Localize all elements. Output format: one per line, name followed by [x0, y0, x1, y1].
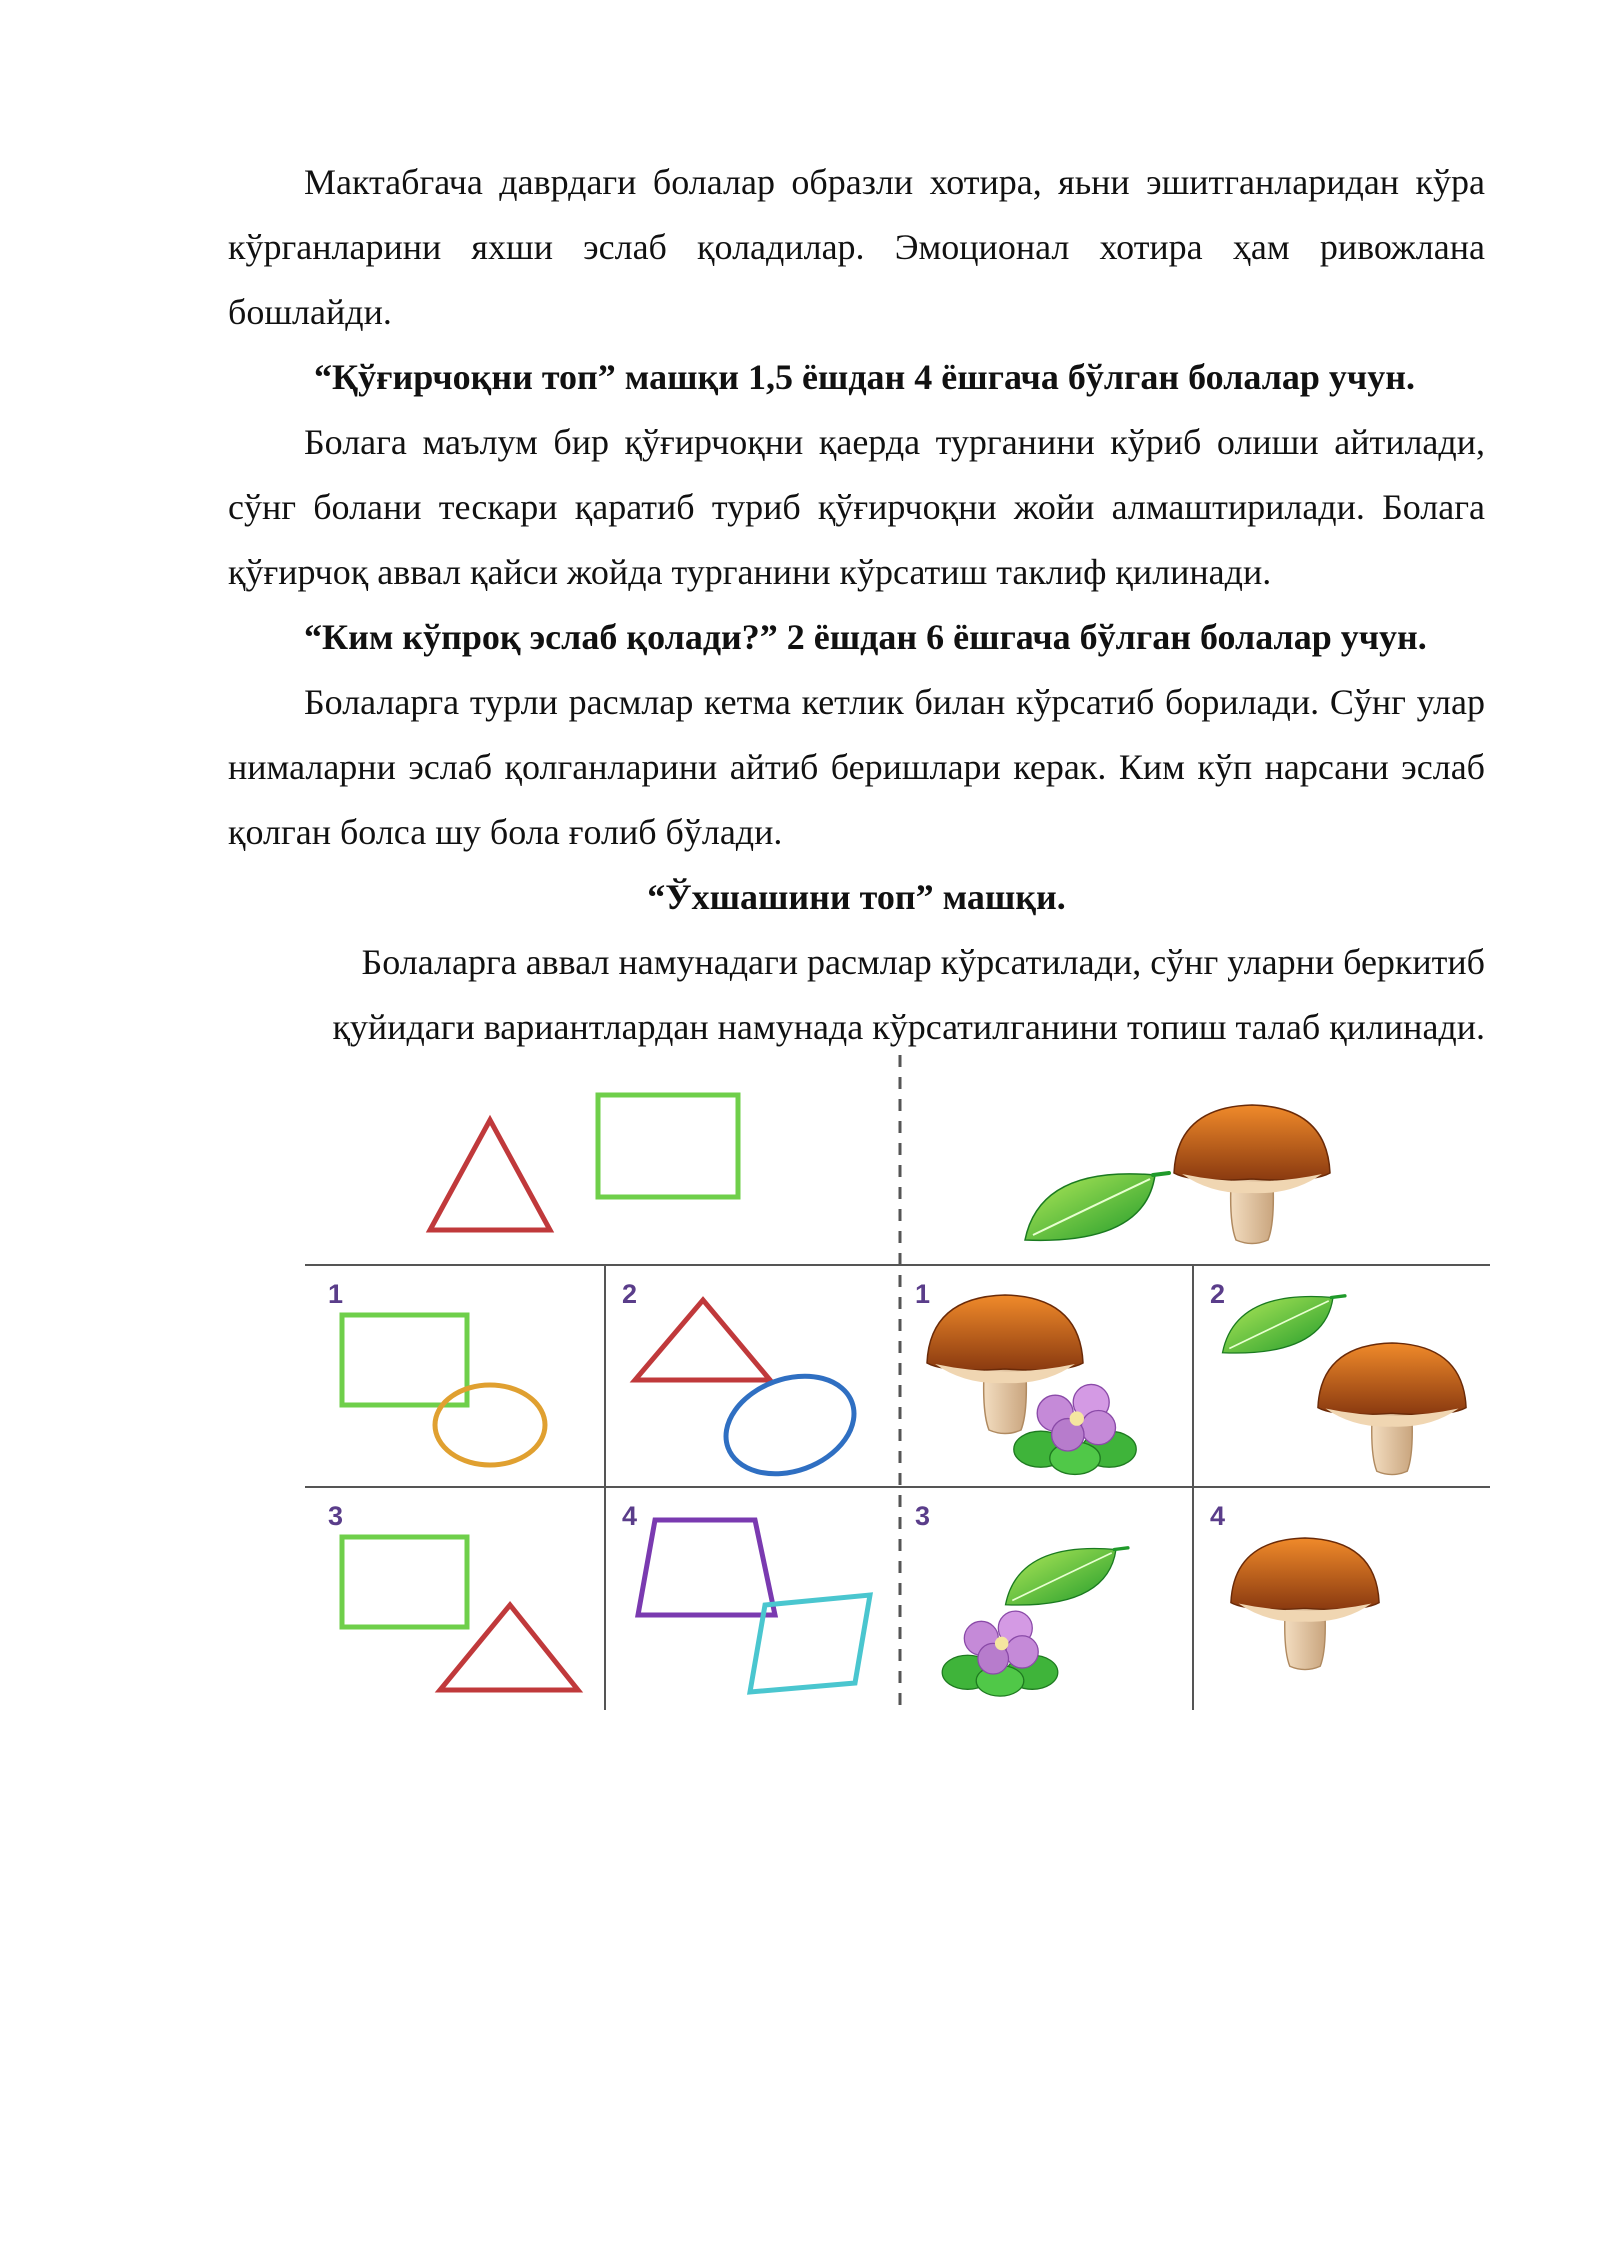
heading-find-doll: “Қўғирчоқни топ” машқи 1,5 ёшдан 4 ёшгача бўлган болалар учун.: [314, 357, 1415, 397]
sample-square-icon: [598, 1095, 738, 1197]
sample-leaf-icon: [1025, 1173, 1169, 1240]
right-option-number: 2: [1210, 1279, 1226, 1309]
left-option-number: 3: [328, 1501, 344, 1531]
left-option-number: 4: [622, 1501, 638, 1531]
option3-triangle-icon: [440, 1605, 578, 1690]
paragraph-find-doll: Болага маълум бир қўғирчоқни қаерда турганини кўриб олиши айтилади, сўнг болани тескари қаратиб туриб қўғирчоқни жойи алмаштирилади. Болага қўғирчоқ аввал қайси жойда турганини кўрсатиш таклиф қилинади.: [228, 422, 1485, 592]
option3-flower-icon: [942, 1611, 1058, 1696]
sample-mushroom-icon: [1174, 1105, 1330, 1244]
option2-leaf-icon: [1223, 1296, 1345, 1353]
sample-triangle-icon: [430, 1120, 550, 1230]
heading-who-remembers-more: “Ким кўпроқ эслаб қолади?” 2 ёшдан 6 ёшгача бўлган болалар учун.: [304, 617, 1427, 657]
text-body: [228, 150, 1485, 1060]
paragraph-find-similar: Болаларга аввал намунадаги расмлар кўрсатилади, сўнг уларни беркитиб қуйидаги вариантлардан намунада кўрсатилганини топиш талаб қилинади.: [332, 942, 1485, 1047]
option3-leaf-icon: [1006, 1548, 1128, 1605]
paragraph-intro: Мактабгача даврдаги болалар образли хотира, яьни эшитганларидан кўра кўрганларини яхши эслаб қоладилар. Эмоционал хотира ҳам ривожлана бошлайди.: [228, 162, 1485, 332]
option1-flower-icon: [1014, 1384, 1136, 1474]
paragraph-who-remembers-more: Болаларга турли расмлар кетма кетлик билан кўрсатиб борилади. Сўнг улар нималарни эслаб қолганларини айтиб беришлари керак. Ким кўп нарсани эслаб қолган болса шу бола ғолиб бўлади.: [228, 682, 1485, 852]
option4-mushroom-icon: [1231, 1538, 1379, 1670]
option4-trapezoid-icon: [638, 1520, 775, 1615]
left-option-number: 2: [622, 1279, 638, 1309]
option3-square-icon: [342, 1537, 467, 1627]
option2-triangle-icon: [635, 1300, 770, 1380]
right-option-number: 4: [1210, 1501, 1226, 1531]
heading-find-similar: “Ўхшашини топ” машқи.: [647, 877, 1066, 917]
option2-mushroom-icon: [1318, 1343, 1466, 1475]
left-option-number: 1: [328, 1279, 344, 1309]
option4-rhombus-icon: [750, 1595, 870, 1692]
matching-exercise-figure: [300, 1055, 1500, 1715]
option1-ellipse-icon: [435, 1385, 545, 1465]
option1-square-icon: [342, 1315, 467, 1405]
right-option-number: 3: [915, 1501, 931, 1531]
right-option-number: 1: [915, 1279, 931, 1309]
